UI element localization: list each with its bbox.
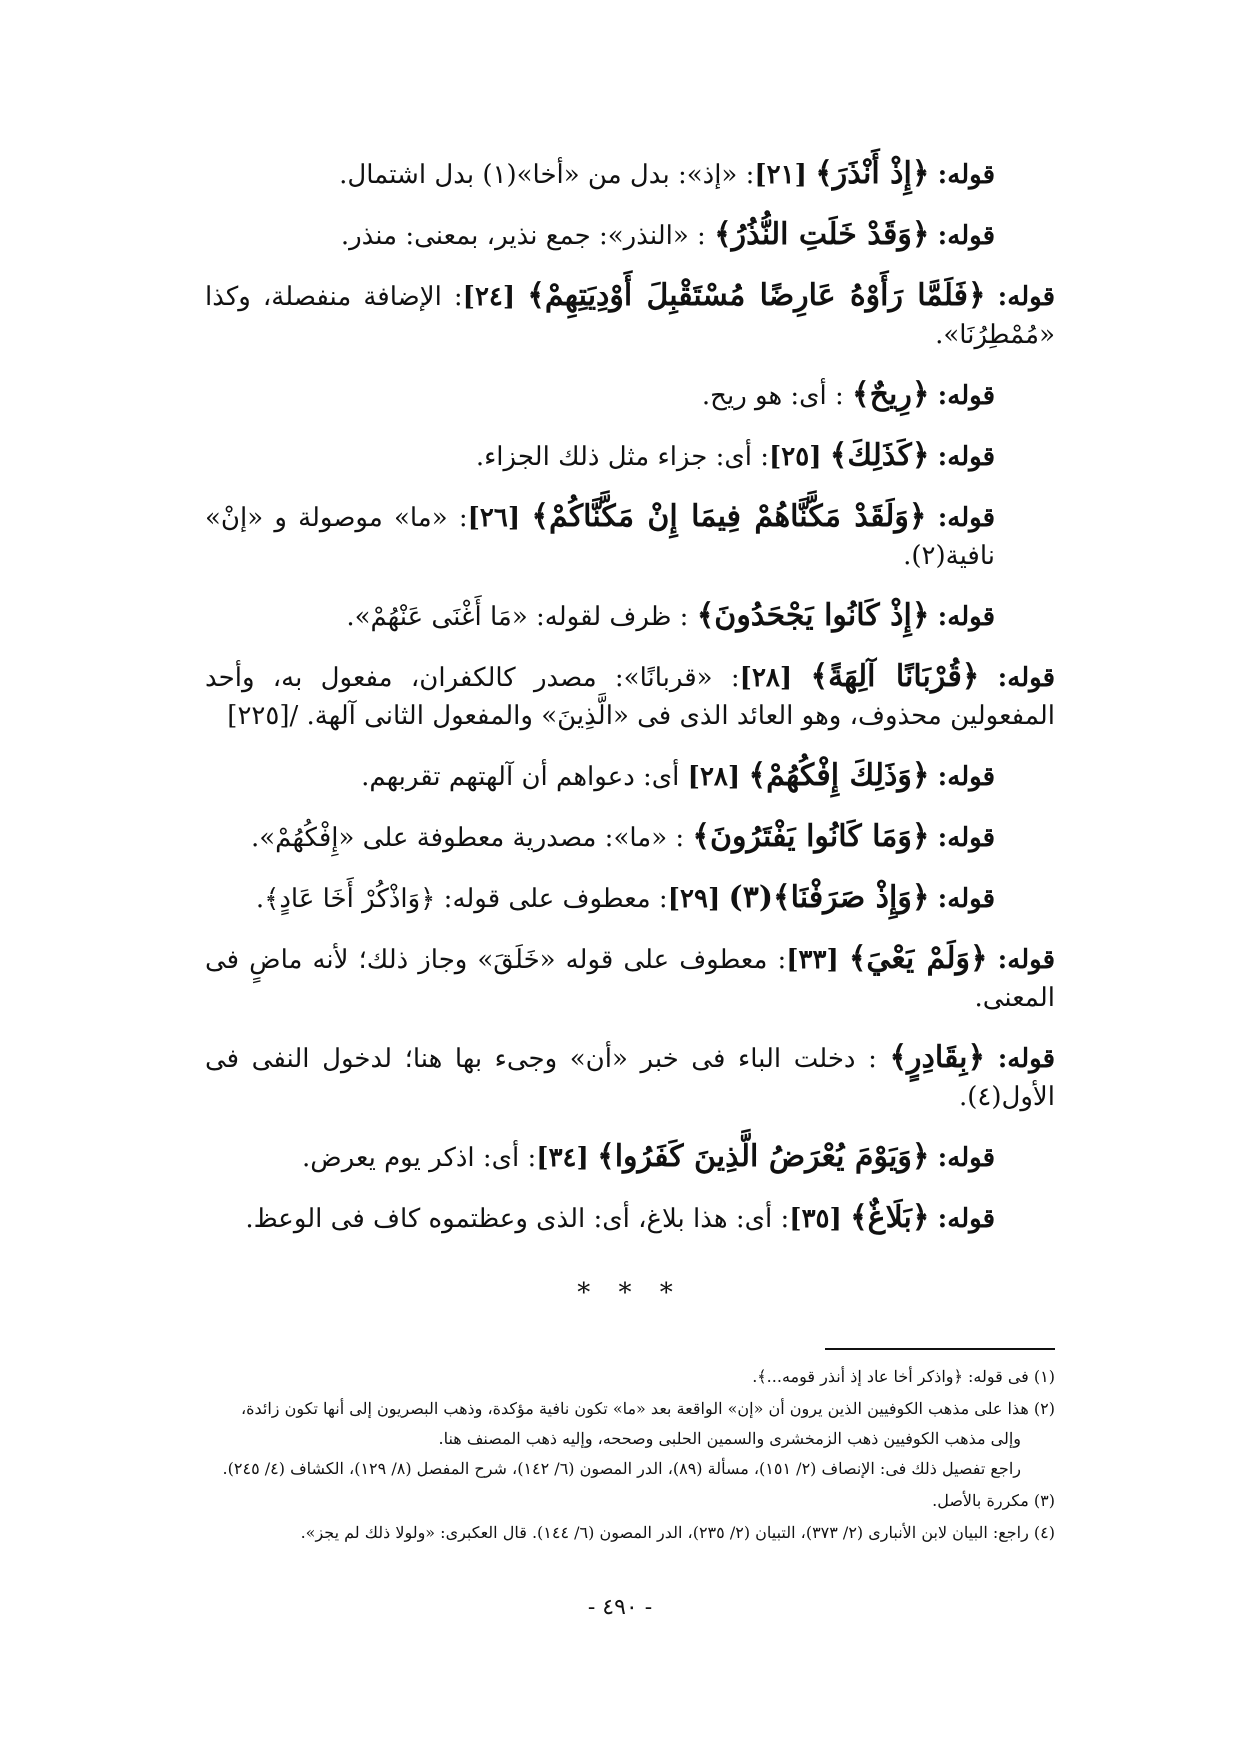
entry-6 xyxy=(205,498,1055,575)
verse-reference: [٢٤] xyxy=(462,282,516,312)
footnote-text: هذا على مذهب الكوفيين الذين يرون أن «إن» الواقعة بعد «ما» تكون نافية مؤكدة، وذهب البصريون إلى أنها تكون زائدة، xyxy=(240,1399,1029,1418)
entry-4 xyxy=(205,376,1055,415)
verse-quote: ﴿بِقَادِرٍ﴾ xyxy=(889,1040,986,1075)
footnote-number: (٣) xyxy=(1033,1491,1055,1510)
entry-8 xyxy=(205,658,1055,735)
verse-quote: ﴿فَلَمَّا رَأَوْهُ عَارِضًا مُسْتَقْبِلَ أَوْدِيَتِهِمْ﴾ xyxy=(527,278,986,313)
verse-quote: ﴿إِذْ كَانُوا يَجْحَدُونَ﴾ xyxy=(696,598,930,633)
verse-reference: [٢٨] xyxy=(687,762,741,792)
section-divider: * * * xyxy=(577,1278,683,1308)
entry-10 xyxy=(205,818,1055,857)
entry-11 xyxy=(205,879,1055,918)
entry-label: قوله: xyxy=(997,282,1055,312)
entry-label: قوله: xyxy=(937,381,995,411)
footnotes xyxy=(205,1362,1055,1548)
footnote-text: فى قوله: ﴿واذكر أخا عاد إذ أنذر قومه...﴾. xyxy=(752,1367,1029,1386)
verse-reference: [٣٣] xyxy=(786,945,839,975)
entry-label: قوله: xyxy=(937,762,995,792)
entry-label: قوله: xyxy=(937,884,995,914)
entry-comment: : أى: اذكر يوم يعرض. xyxy=(302,1143,537,1173)
entry-comment: : «النذر»: جمع نذير، بمعنى: منذر. xyxy=(340,221,706,251)
verse-quote: ﴿وَإِذْ صَرَفْنَا﴾(٣) xyxy=(728,880,930,915)
verse-reference: [٣٤] xyxy=(536,1143,589,1173)
entry-comment: : معطوف على قوله «خَلَقَ» وجاز ذلك؛ لأنه ماضٍ فى المعنى. xyxy=(205,945,1055,1013)
entry-label: قوله: xyxy=(937,602,995,632)
verse-reference: [٢٩] xyxy=(667,884,721,914)
verse-quote: ﴿وَيَوْمَ يُعْرَضُ الَّذِينَ كَفَرُوا﴾ xyxy=(597,1139,930,1174)
footnote-text-continued: راجع تفصيل ذلك فى: الإنصاف (٢/ ١٥١)، مسألة (٨٩)، الدر المصون (٦/ ١٤٢)، شرح المفصل (٨/ ١٢٩)، الكشاف (٤/ ٢٤٥). xyxy=(222,1459,1021,1478)
entry-label: قوله: xyxy=(937,221,995,251)
entry-comment: : «ما» موصولة و «إنْ» نافية(٢). xyxy=(205,503,995,571)
entry-12 xyxy=(205,940,1055,1017)
footnote-text: راجع: البيان لابن الأنبارى (٢/ ٣٧٣)، التبيان (٢/ ٢٣٥)، الدر المصون (٦/ ١٤٤). قال العكبرى: «ولولا ذلك لم يجز». xyxy=(300,1523,1029,1542)
entry-comment: : معطوف على قوله: ﴿وَاذْكُرْ أَخَا عَادٍ﴾. xyxy=(255,884,668,914)
entry-label: قوله: xyxy=(937,442,995,472)
entry-label: قوله: xyxy=(997,663,1055,693)
verse-quote: ﴿وَقَدْ خَلَتِ النُّذُرُ﴾ xyxy=(714,217,930,252)
footnote-2 xyxy=(205,1394,1055,1484)
entry-label: قوله: xyxy=(937,1143,995,1173)
footnote-rule xyxy=(825,1348,1055,1350)
verse-quote: ﴿وَلَمْ يَعْيَ﴾ xyxy=(848,941,988,976)
entry-comment: : «ما»: مصدرية معطوفة على «إِفْكُهُمْ». xyxy=(251,823,685,853)
entry-comment: : أى: هو ريح. xyxy=(701,381,844,411)
page-number: - ٤٩٠ - xyxy=(587,1595,653,1620)
entry-comment: : «إذ»: بدل من «أخا»(١) بدل اشتمال. xyxy=(339,160,755,190)
entry-comment: : ظرف لقوله: «مَا أَغْنَى عَنْهُمْ». xyxy=(346,602,689,632)
verse-quote: ﴿قُرْبَانًا آلِهَةً﴾ xyxy=(810,659,980,694)
entry-label: قوله: xyxy=(937,160,995,190)
entry-5 xyxy=(205,437,1055,476)
commentary-body xyxy=(205,155,1055,1238)
footnote-number: (١) xyxy=(1033,1367,1055,1386)
entry-1 xyxy=(205,155,1055,194)
entry-15 xyxy=(205,1199,1055,1238)
entry-7 xyxy=(205,597,1055,636)
entry-9 xyxy=(205,757,1055,796)
footnote-number: (٢) xyxy=(1033,1399,1055,1418)
footnote-1 xyxy=(205,1362,1055,1392)
verse-quote: ﴿كَذَلِكَ﴾ xyxy=(829,438,930,473)
entry-comment: : الإضافة منفصلة، وكذا «مُمْطِرُنَا». xyxy=(205,282,1055,350)
entry-label: قوله: xyxy=(997,1044,1056,1074)
entry-3 xyxy=(205,277,1055,354)
verse-reference: [٢٦] xyxy=(467,503,521,533)
verse-quote: ﴿رِيحٌ﴾ xyxy=(852,377,930,412)
verse-quote: ﴿وَمَا كَانُوا يَفْتَرُونَ﴾ xyxy=(692,819,930,854)
entry-comment: : دخلت الباء فى خبر «أن» وجىء بها هنا؛ لدخول النفى فى الأول(٤). xyxy=(205,1044,1055,1112)
verse-reference: [٢٥] xyxy=(768,442,822,472)
footnote-4 xyxy=(205,1518,1055,1548)
entry-label: قوله: xyxy=(997,945,1055,975)
entry-label: قوله: xyxy=(937,1204,995,1234)
entry-2 xyxy=(205,216,1055,255)
entry-comment: : أى: هذا بلاغ، أى: الذى وعظتموه كاف فى الوعظ. xyxy=(245,1204,790,1234)
entry-comment: : أى: جزاء مثل ذلك الجزاء. xyxy=(475,442,769,472)
entry-comment: أى: دعواهم أن آلهتهم تقربهم. xyxy=(361,762,688,792)
footnote-text: مكررة بالأصل. xyxy=(932,1491,1029,1510)
entry-14 xyxy=(205,1138,1055,1177)
footnote-number: (٤) xyxy=(1033,1523,1055,1542)
verse-quote: ﴿إِذْ أَنْذَرَ﴾ xyxy=(815,156,930,191)
verse-reference: [٣٥] xyxy=(789,1204,842,1234)
footnote-3 xyxy=(205,1486,1055,1516)
entry-comment: : «قربانًا»: مصدر كالكفران، مفعول به، وأحد المفعولين محذوف، وهو العائد الذى فى «الَّذِينَ» والمفعول الثانى آلهة. /[٢٢٥] xyxy=(205,663,1055,731)
entry-label: قوله: xyxy=(937,823,995,853)
verse-quote: ﴿وَلَقَدْ مَكَّنَّاهُمْ فِيمَا إِنْ مَكَّنَّاكُمْ﴾ xyxy=(531,499,927,534)
verse-reference: [٢٨] xyxy=(739,663,793,693)
entry-label: قوله: xyxy=(937,503,996,533)
footnote-text-continued: وإلى مذهب الكوفيين ذهب الزمخشرى والسمين الحلبى وصححه، وإليه ذهب المصنف هنا. xyxy=(438,1429,1021,1448)
verse-quote: ﴿بَلَاغٌ﴾ xyxy=(850,1200,930,1235)
entry-13 xyxy=(205,1039,1055,1116)
verse-reference: [٢١] xyxy=(754,160,807,190)
verse-quote: ﴿وَذَلِكَ إِفْكُهُمْ﴾ xyxy=(748,758,930,793)
